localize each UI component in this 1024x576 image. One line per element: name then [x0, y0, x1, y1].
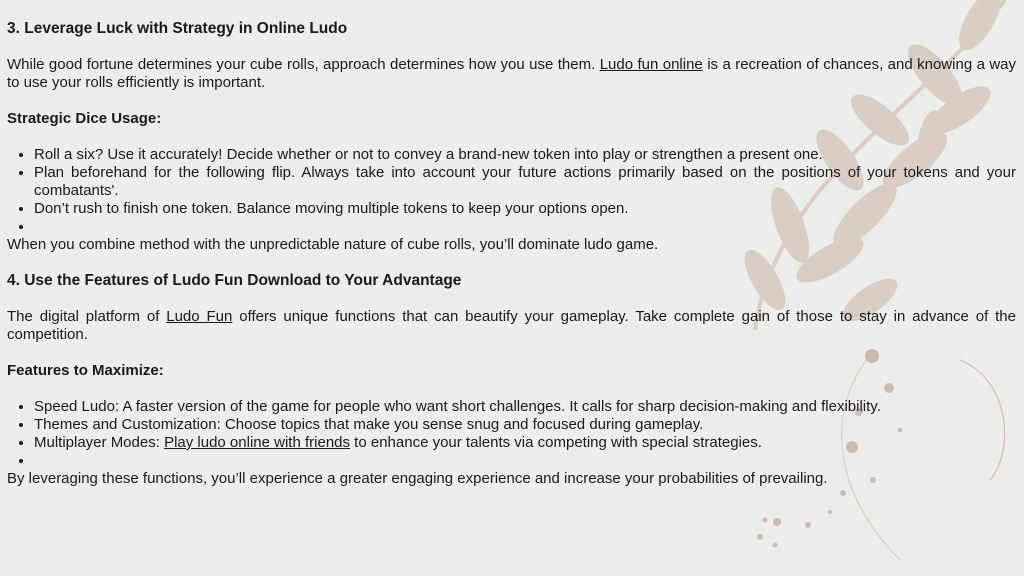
features-to-maximize-subheading [7, 362, 1016, 380]
list-item-text: Multiplayer Modes: [34, 434, 165, 451]
ludo-fun-link[interactable]: Ludo Fun [166, 308, 233, 325]
section-4-conclusion: By leveraging these functions, you’ll experience a greater engaging experience and increase your probabilities of prevailing. [7, 470, 828, 487]
list-item: • Themes and Customization: Choose topics that make you sense snug and focused during gameplay. [34, 416, 1016, 434]
list-item-text-end: to enhance your talents via competing with special strategies. [350, 434, 762, 451]
strategic-dice-usage-subheading [7, 110, 1016, 128]
section-4-intro-text: The digital platform of [7, 308, 167, 325]
section-4-intro-text-end: offers unique functions that can beautify your gameplay. Take complete gain of those to stay in advance of the competition. [7, 308, 1016, 343]
article-body [7, 20, 1016, 488]
list-item: • Speed Ludo: A faster version of the game for people who want short challenges. It calls for sharp decision-making and flexibility. [34, 398, 1016, 416]
section-3-intro-text: While good fortune determines your cube rolls, approach determines how you use them. [7, 56, 600, 73]
section-3-intro [7, 56, 1016, 92]
ludo-fun-online-link[interactable]: Ludo fun online [599, 56, 703, 73]
list-item [34, 434, 1016, 452]
section-4-heading: 4. Use the Features of Ludo Fun Download to Your Advantage [7, 272, 462, 289]
section-4-intro [7, 308, 1016, 344]
list-item: • Plan beforehand for the following flip. Always take into account your future actions primarily based on the positions of your tokens and your combatants'. [34, 164, 1016, 200]
subheading-text: Strategic Dice Usage: [7, 110, 162, 127]
section-3-conclusion: When you combine method with the unpredictable nature of cube rolls, you’ll dominate ludo game. [7, 236, 659, 253]
list-item: • Don’t rush to finish one token. Balance moving multiple tokens to keep your options open. [34, 200, 1016, 218]
section-3-heading: 3. Leverage Luck with Strategy in Online Ludo [7, 20, 348, 37]
empty-list-item [34, 218, 1016, 236]
features-list [7, 398, 1016, 470]
section-3-intro-text-end: is a recreation of chances, and knowing a way to use your rolls efficiently is important. [7, 56, 1017, 91]
subheading-text: Features to Maximize: [7, 362, 164, 379]
empty-list-item [34, 452, 1016, 470]
strategic-dice-list [7, 146, 1016, 236]
list-item: • Roll a six? Use it accurately! Decide whether or not to convey a brand-new token into play or strengthen a present one. [34, 146, 1016, 164]
play-ludo-online-link[interactable]: Play ludo online with friends [164, 434, 351, 451]
